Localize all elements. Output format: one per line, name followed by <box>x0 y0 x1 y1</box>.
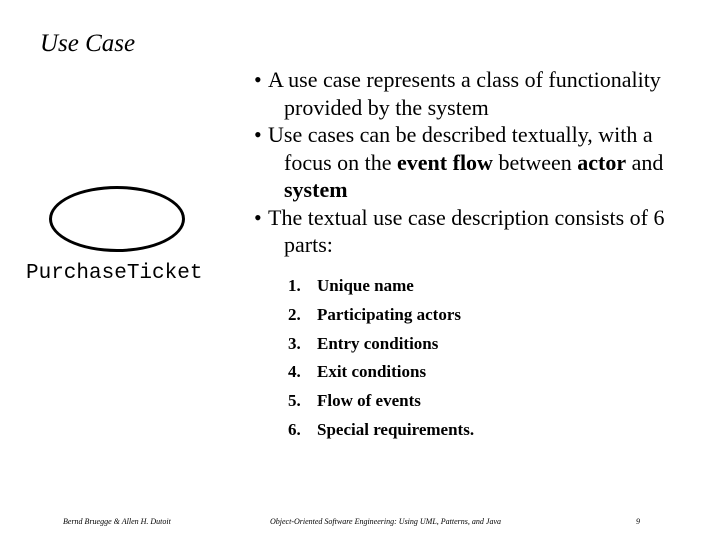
bullet-marker: • <box>254 67 262 92</box>
parts-list-text: Exit conditions <box>317 362 427 382</box>
parts-list-text: Participating actors <box>317 304 461 324</box>
parts-list-number: 6. <box>288 419 301 439</box>
bullet-text: A use case represents a class of functionality provided by the system <box>268 67 661 120</box>
bullet-text: between <box>492 149 578 175</box>
footer-page-number: 9 <box>636 517 640 526</box>
bullet-marker: • <box>254 204 262 230</box>
bullet-emphasis: system <box>284 177 348 202</box>
parts-list-item <box>288 301 474 330</box>
bullet-item <box>254 121 704 204</box>
bullet-emphasis: actor <box>577 149 627 175</box>
parts-list-item <box>288 416 474 445</box>
parts-list-item <box>288 387 474 416</box>
parts-list-number: 4. <box>288 362 301 382</box>
parts-list-number: 3. <box>288 333 301 353</box>
parts-list-text: Entry conditions <box>317 333 439 353</box>
bullet-item <box>254 204 704 259</box>
parts-list-item <box>288 358 474 387</box>
parts-list <box>288 272 474 445</box>
parts-list-number: 2. <box>288 304 301 324</box>
parts-list-item <box>288 330 474 359</box>
bullet-text: and <box>626 149 664 175</box>
use-case-label: PurchaseTicket <box>26 262 203 285</box>
footer-authors: Bernd Bruegge & Allen H. Dutoit <box>63 517 171 526</box>
use-case-ellipse-icon <box>49 186 185 252</box>
bullet-text: Use cases can be described textually, with a focus on the <box>268 122 653 175</box>
parts-list-text: Unique name <box>317 276 414 295</box>
parts-list-text: Flow of events <box>317 391 421 411</box>
bullet-marker: • <box>254 122 262 147</box>
footer-book-title: Object-Oriented Software Engineering: Using UML, Patterns, and Java <box>270 517 501 526</box>
parts-list-item <box>288 272 474 301</box>
parts-list-number: 5. <box>288 391 301 411</box>
bullet-emphasis: event flow <box>397 149 493 175</box>
slide-title: Use Case <box>40 30 136 57</box>
bullet-text: The textual use case description consists of 6 parts: <box>268 204 665 257</box>
parts-list-number: 1. <box>288 276 301 295</box>
bullet-list <box>254 66 704 259</box>
parts-list-text: Special requirements. <box>317 419 475 439</box>
bullet-item <box>254 66 704 121</box>
